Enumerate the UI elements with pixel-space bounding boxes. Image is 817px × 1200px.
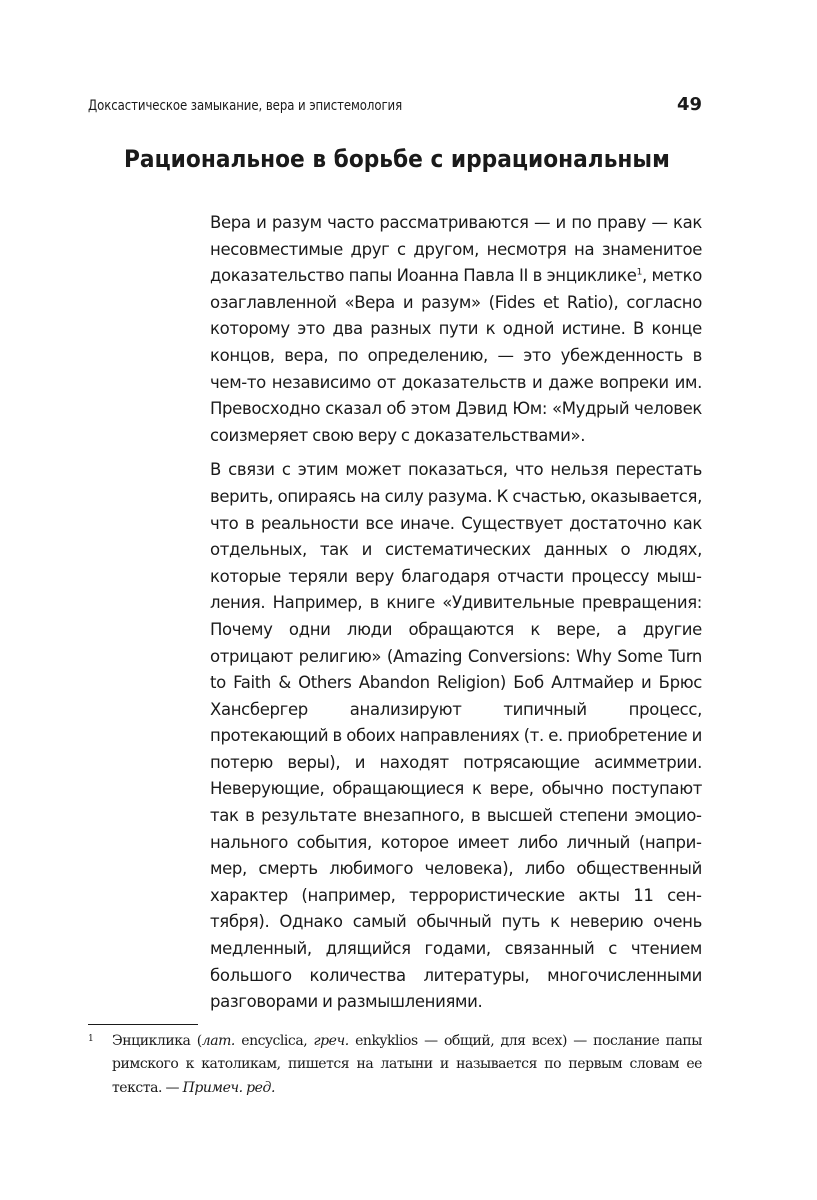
footnote-text-3: enkyklios — общий, для всех) — послание папы римского к католикам, пишется на латыни и называется по первым словам ее текста. — bbox=[112, 1033, 702, 1096]
paragraph-2: В связи с этим может показаться, что нельзя перестать верить, опираясь на силу разума. К счастью, оказывается, что в реальности все иначе. Существует достаточно как отдельных, так и систематических данных о людях, которые теряли веру благодаря отчасти процессу мышления. Например, в книге «Удивительные превращения: Почему одни люди обращаются к вере, а другие отрицают религию» (Amazing Conversions: Why Some Turn to Faith & Others Abandon Religion) Боб Алтмайер и Брюс Хансбергер анализируют типичный процесс, протекающий в обоих направлениях (т. е. приобретение и потерю веры), и находят потрясающие асимметрии. Неверующие, обращающиеся к вере, обычно поступают так в результате внезапного, в высшей степени эмоционального события, которое имеет либо личный (например, смерть любимого человека), либо общественный характер (например, террористические акты 11 сентября). Однако самый обычный путь к неверию очень медленный, длящийся годами, связанный с чтением большого количества литературы, многочисленными разговорами и размышлениями. bbox=[210, 460, 702, 1012]
paragraph-1 bbox=[210, 210, 702, 449]
footnote-text bbox=[112, 1030, 702, 1100]
footnote-editor-note: Примеч. ред. bbox=[182, 1079, 275, 1096]
footnote-text-2: encyclica, bbox=[234, 1033, 314, 1049]
footnote-divider bbox=[88, 1024, 198, 1025]
footnote-italic-greek: греч. bbox=[313, 1033, 349, 1049]
footnote-reference: 1 bbox=[636, 267, 642, 278]
paragraph-1-part-1: Вера и разум часто рассматриваются — и по праву — как несовместимые друг с другом, несмотря на знаменитое доказательство папы Иоанна Павла II в энциклике bbox=[210, 213, 702, 286]
footnote-italic-lat: лат. bbox=[201, 1033, 235, 1049]
paragraph-1-part-2: , метко озаглавленной «Вера и разум» (Fides et Ratio), согласно которому это два разных пути к одной истине. В конце концов, вера, по определению, — это убежденность в чем-то независимо от доказательств и даже вопреки им. Превосходно сказал об этом Дэвид Юм: «Мудрый человек соизмеряет свою веру с доказательствами». bbox=[210, 266, 702, 445]
page-number: 49 bbox=[676, 94, 702, 115]
running-head-title: Доксастическое замыкание, вера и эпистемология bbox=[88, 98, 403, 114]
footnote-text-1: Энциклика ( bbox=[112, 1033, 202, 1049]
body-text bbox=[210, 210, 702, 1016]
section-title: Рациональное в борьбе с иррациональным bbox=[124, 145, 670, 173]
footnote bbox=[88, 1030, 702, 1100]
footnote-number: 1 bbox=[88, 1034, 94, 1044]
running-head bbox=[88, 94, 702, 115]
